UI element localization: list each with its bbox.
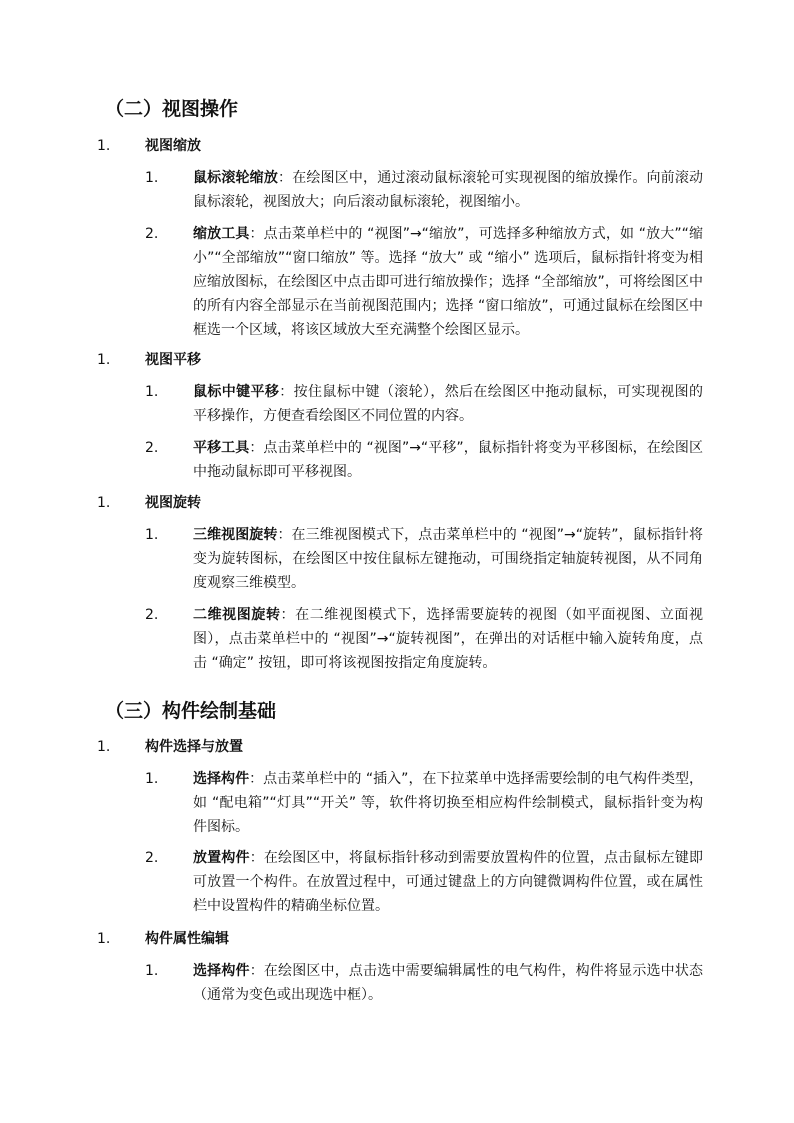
item-text: ：在绘图区中，通过滚动鼠标滚轮可实现视图的缩放操作。向前滚动鼠标滚轮，视图放大；向后滚动鼠标滚轮，视图缩小。	[193, 170, 704, 210]
heading-component-property-edit	[0, 929, 794, 949]
subsection-label: 构件选择与放置	[145, 739, 243, 755]
list-number: 1.	[145, 963, 159, 979]
heading-view-rotate	[0, 493, 794, 513]
list-number: 1.	[145, 170, 159, 186]
list-number: 1.	[97, 138, 111, 154]
section-title-component-drawing: （三）构件绘制基础	[105, 700, 277, 722]
list-item-body	[193, 767, 703, 839]
section-title-view-operations: （二）视图操作	[105, 98, 239, 120]
item-term: 放置构件	[193, 850, 250, 866]
list-number: 1.	[97, 352, 111, 368]
list-item-body	[193, 846, 703, 918]
list-number: 1.	[97, 495, 111, 511]
item-text: ：在二维视图模式下，选择需要旋转的视图（如平面视图、立面视图），点击菜单栏中的 “视图”→“旋转视图”，在弹出的对话框中输入旋转角度，点击 “确定” 按钮，即可将该视图按指定角度旋转。	[193, 607, 704, 671]
subsection-label: 视图旋转	[145, 495, 201, 511]
heading-component-select-place	[0, 737, 794, 757]
list-number: 2.	[145, 440, 159, 456]
list-number: 1.	[145, 771, 159, 787]
heading-view-zoom	[0, 136, 794, 156]
subsection-label: 视图缩放	[145, 138, 201, 154]
list-number: 2.	[145, 607, 159, 623]
item-term: 选择构件	[193, 771, 250, 787]
list-number: 1.	[97, 739, 111, 755]
list-number: 1.	[97, 931, 111, 947]
item-text: ：在绘图区中，点击选中需要编辑属性的电气构件，构件将显示选中状态（通常为变色或出现选中框）。	[193, 963, 703, 1003]
list-number: 2.	[145, 850, 159, 866]
item-text: ：在三维视图模式下，点击菜单栏中的 “视图”→“旋转”，鼠标指针将变为旋转图标，在绘图区中按住鼠标左键拖动，可围绕指定轴旋转视图，从不同角度观察三维模型。	[193, 527, 703, 591]
list-item-body	[193, 222, 703, 342]
item-term: 二维视图旋转	[193, 607, 281, 623]
list-item-body	[193, 959, 703, 1007]
list-item-body	[193, 603, 703, 675]
list-number: 1.	[145, 384, 159, 400]
list-number: 2.	[145, 226, 159, 242]
item-term: 选择构件	[193, 963, 250, 979]
item-text: ：点击菜单栏中的 “视图”→“缩放”，可选择多种缩放方式，如 “放大”“缩小”“全部缩放”“窗口缩放” 等。选择 “放大” 或 “缩小” 选项后，鼠标指针将变为相应缩放图标，在绘图区中点击即可进行缩放操作；选择 “全部缩放”，可将绘图区中的所有内容全部显示在当前视图范围内；选择 “窗口缩放”，可通过鼠标在绘图区中框选一个区域，将该区域放大至充满整个绘图区显示。	[193, 226, 703, 338]
item-text: ：按住鼠标中键（滚轮），然后在绘图区中拖动鼠标，可实现视图的平移操作，方便查看绘图区不同位置的内容。	[193, 384, 704, 424]
subsection-label: 构件属性编辑	[145, 931, 229, 947]
item-term: 平移工具	[193, 440, 250, 456]
list-item-body	[193, 166, 703, 214]
list-item-body	[193, 436, 703, 484]
item-text: ：在绘图区中，将鼠标指针移动到需要放置构件的位置，点击鼠标左键即可放置一个构件。在放置过程中，可通过键盘上的方向键微调构件位置，或在属性栏中设置构件的精确坐标位置。	[193, 850, 703, 914]
heading-view-pan	[0, 350, 794, 370]
item-term: 三维视图旋转	[193, 527, 278, 543]
item-term: 鼠标滚轮缩放	[193, 170, 279, 186]
item-term: 缩放工具	[193, 226, 250, 242]
item-term: 鼠标中键平移	[193, 384, 280, 400]
list-number: 1.	[145, 527, 159, 543]
subsection-label: 视图平移	[145, 352, 201, 368]
item-text: ：点击菜单栏中的 “插入”，在下拉菜单中选择需要绘制的电气构件类型，如 “配电箱”“灯具”“开关” 等，软件将切换至相应构件绘制模式，鼠标指针变为构件图标。	[193, 771, 703, 835]
list-item-body	[193, 523, 703, 595]
list-item-body	[193, 380, 703, 428]
item-text: ：点击菜单栏中的 “视图”→“平移”，鼠标指针将变为平移图标，在绘图区中拖动鼠标即可平移视图。	[193, 440, 703, 480]
